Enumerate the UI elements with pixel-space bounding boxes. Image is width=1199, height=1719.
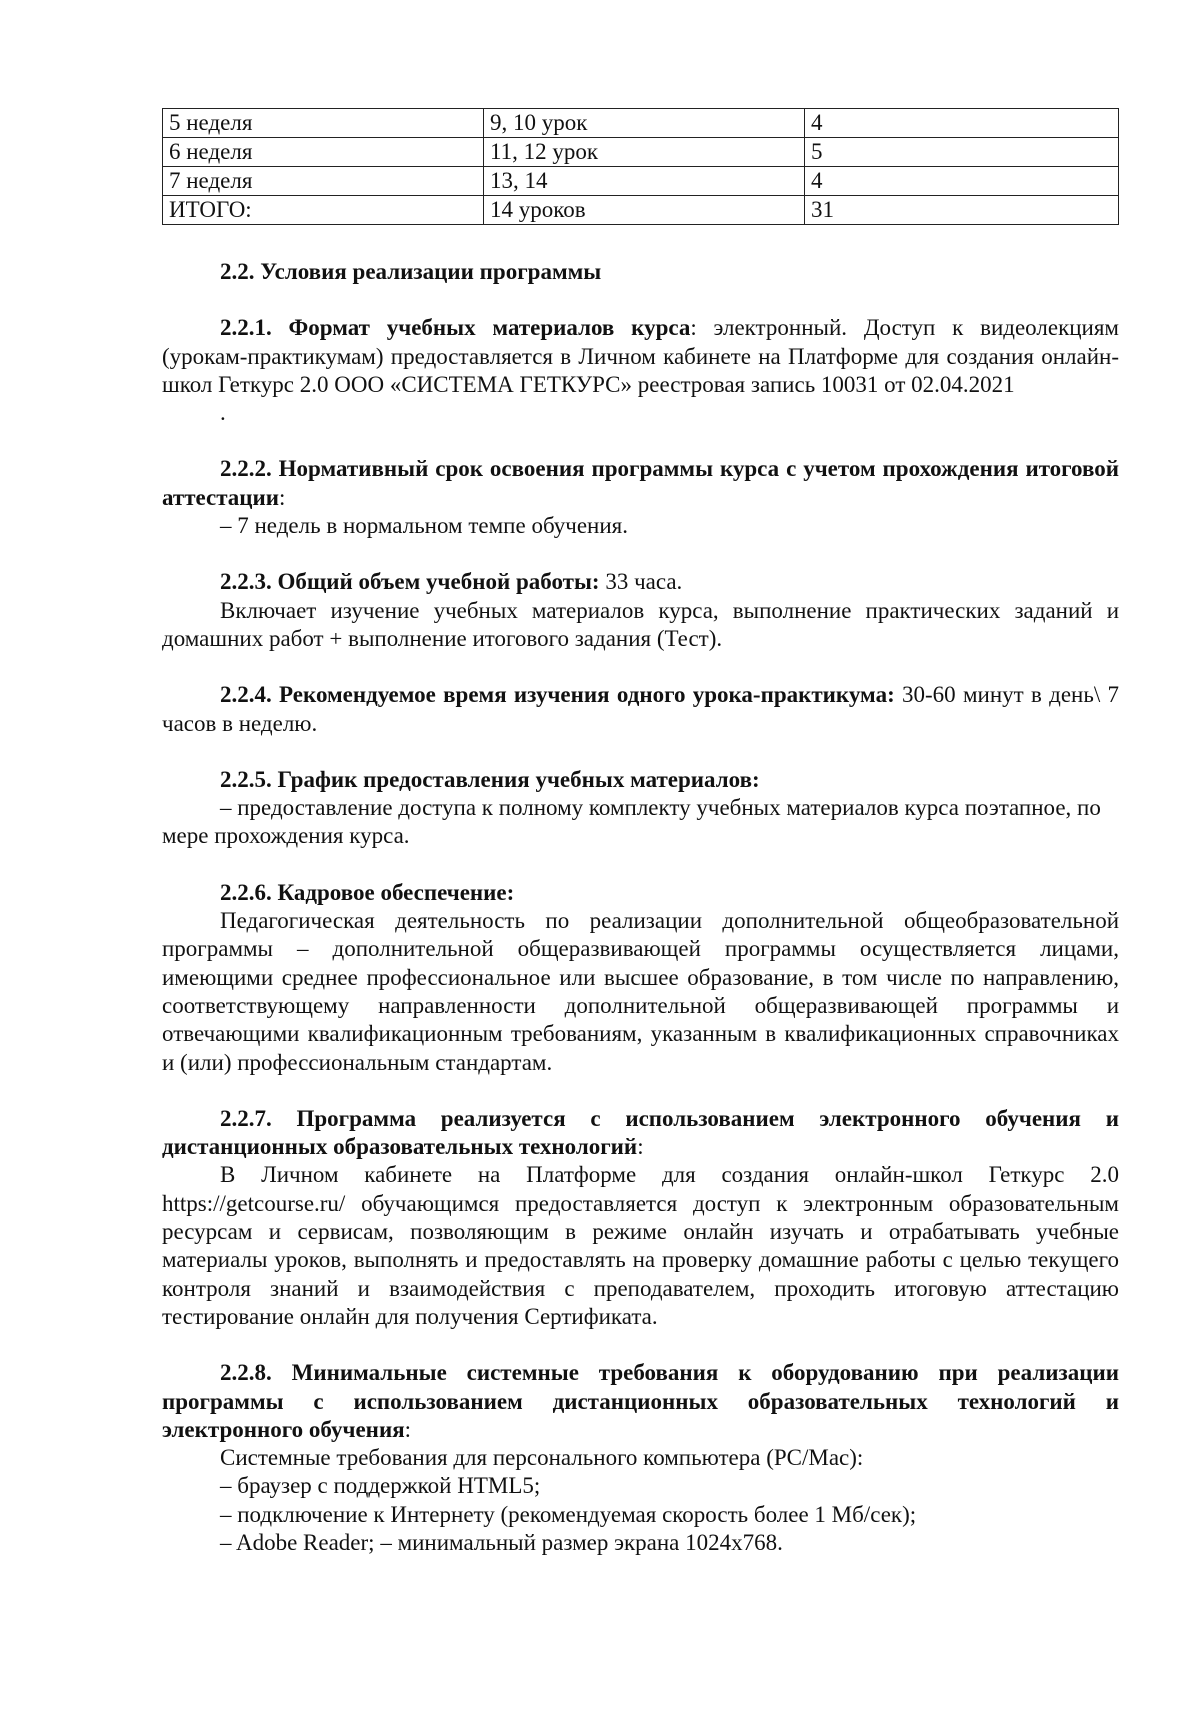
section-heading: 2.2.1. Формат учебных материалов курса — [220, 315, 691, 341]
paragraph-format — [162, 314, 1119, 399]
paragraph-volume — [162, 568, 1119, 596]
list-item: – Adobe Reader; – минимальный размер экрана 1024x768. — [220, 1529, 783, 1555]
section-heading: 2.2.2. Нормативный срок освоения программы курса с учетом прохождения итоговой аттестации — [162, 456, 1119, 510]
paragraph-text: 30-60 минут в день\ 7 часов в неделю. — [162, 682, 1119, 736]
section-heading: 2.2. Условия реализации программы — [220, 259, 602, 284]
table-cell: 13, 14 — [484, 167, 805, 196]
list-item: – браузер с поддержкой HTML5; — [220, 1473, 541, 1499]
table-cell: 5 — [805, 138, 1119, 167]
paragraph-term — [162, 455, 1119, 512]
table-cell: 14 уроков — [484, 196, 805, 225]
paragraph-text: : — [404, 1416, 412, 1442]
paragraph-time — [162, 681, 1119, 738]
paragraph-elearning — [162, 1105, 1119, 1162]
paragraph-text: – 7 недель в нормальном темпе обучения. — [220, 513, 628, 539]
paragraph-dot: . — [220, 400, 226, 426]
section-heading: 2.2.7. Программа реализуется с использованием электронного обучения и дистанционных образовательных технологий — [162, 1105, 1119, 1160]
table-cell: 7 неделя — [163, 167, 484, 196]
section-heading: 2.2.3. Общий объем учебной работы: — [220, 569, 600, 595]
table-cell: 6 неделя — [163, 138, 484, 167]
list-item: – подключение к Интернету (рекомендуемая скорость более 1 Мб/сек); — [220, 1501, 917, 1527]
paragraph-text: Системные требования для персонального компьютера (PC/Mac): — [220, 1445, 864, 1471]
paragraph-text: Педагогическая деятельность по реализации дополнительной общеобразовательной программы – дополнительной общеразвивающей программы осуществляется лицами, имеющими среднее профессиональное или высшее образование, в том числе по направлению, соответствующему направленности дополнительной общеразвивающей программы и отвечающими квалификационным требованиям, указанным в квалификационных справочниках и (или) профессиональным стандартам. — [162, 908, 1119, 1075]
paragraph-text: : — [279, 484, 286, 510]
table-row — [163, 167, 1119, 196]
paragraph-text: – предоставление доступа к полному комплекту учебных материалов курса поэтапное, по мере прохождения курса. — [162, 795, 1101, 849]
paragraph-text: Включает изучение учебных материалов курса, выполнение практических заданий и домашних работ + выполнение итогового задания (Тест). — [162, 597, 1119, 651]
table-row — [163, 138, 1119, 167]
section-heading: 2.2.4. Рекомендуемое время изучения одного урока-практикума: — [220, 682, 895, 708]
document-body — [162, 258, 1119, 1557]
section-heading: 2.2.8. Минимальные системные требования к оборудованию при реализации программы с использованием дистанционных образовательных технологий и электронного обучения — [162, 1360, 1119, 1442]
paragraph-requirements — [162, 1359, 1119, 1444]
paragraph-text: 33 часа. — [599, 569, 683, 595]
table-row — [163, 196, 1119, 225]
table-cell: 5 неделя — [163, 109, 484, 138]
section-heading: 2.2.6. Кадровое обеспечение: — [220, 879, 515, 905]
table-cell: 11, 12 урок — [484, 138, 805, 167]
table-cell: 4 — [805, 167, 1119, 196]
table-cell: 4 — [805, 109, 1119, 138]
paragraph-text: В Личном кабинете на Платформе для создания онлайн-школ Геткурс 2.0 https://getcourse.ru/ обучающимся предоставляется доступ к электронным образовательным ресурсам и сервисам, позволяющим в режиме онлайн изучать и отрабатывать учебные материалы уроков, выполнять и предоставлять на проверку домашние работы с целью текущего контроля знаний и взаимодействия с преподавателем, проходить итоговую аттестацию тестирование онлайн для получения Сертификата. — [162, 1162, 1119, 1329]
schedule-table — [162, 108, 1119, 225]
paragraph-text: : — [637, 1134, 644, 1160]
table-cell: ИТОГО: — [163, 196, 484, 225]
paragraph-text: : электронный. Доступ к видеолекциям (урокам-практикумам) предоставляется в Личном кабинете на Платформе для создания онлайн-школ Геткурс 2.0 ООО «СИСТЕМА ГЕТКУРС» реестровая запись 10031 от 02.04.2021 — [162, 315, 1119, 397]
table-row — [163, 109, 1119, 138]
section-heading: 2.2.5. График предоставления учебных материалов: — [220, 766, 760, 792]
table-cell: 9, 10 урок — [484, 109, 805, 138]
table-cell: 31 — [805, 196, 1119, 225]
